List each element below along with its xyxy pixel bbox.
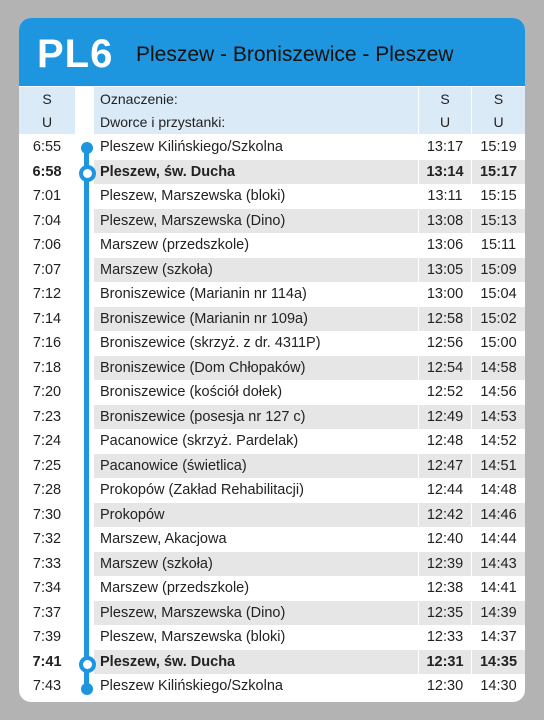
- return-time-1: 12:40: [426, 531, 464, 547]
- table-row: [19, 331, 525, 356]
- departure-time: 6:55: [32, 139, 62, 155]
- return-time-1: 13:14: [419, 160, 471, 185]
- table-row: [19, 209, 525, 234]
- return-time-2: 15:09: [472, 258, 525, 283]
- departure-time: 7:06: [32, 237, 62, 253]
- departure-time: 7:20: [32, 384, 62, 400]
- stop-name: Broniszewice (posesja nr 127 c): [94, 405, 418, 430]
- return-time-1: 12:56: [426, 335, 464, 351]
- departure-time: 7:04: [32, 212, 62, 229]
- route-stop-marker: [79, 656, 96, 673]
- column-header-line: U: [41, 114, 53, 130]
- return-time-1: 12:44: [426, 482, 464, 498]
- table-row: [19, 674, 525, 699]
- route-name: Pleszew - Broniszewice - Pleszew: [136, 43, 454, 66]
- timetable-card: [19, 18, 525, 702]
- column-header-line: U: [493, 114, 504, 130]
- return-time-2: 14:41: [480, 580, 517, 596]
- departure-time: 7:14: [32, 310, 62, 327]
- stop-name: Pleszew Kilińskiego/Szkolna: [100, 139, 283, 155]
- return-time-1: 12:47: [419, 454, 471, 479]
- return-time-2: 14:37: [480, 629, 517, 645]
- departure-time: 7:37: [32, 604, 62, 621]
- table-row: [19, 429, 525, 454]
- table-row: [19, 282, 525, 307]
- return-time-2: 15:11: [480, 237, 517, 253]
- table-row: [19, 454, 525, 479]
- return-time-1: 12:54: [419, 356, 471, 381]
- return-time-1: 13:06: [426, 237, 464, 253]
- departure-time: 7:32: [32, 531, 62, 547]
- table-row: [19, 405, 525, 430]
- return-time-2: 15:15: [480, 188, 517, 204]
- stop-name: Broniszewice (Marianin nr 114a): [100, 286, 307, 302]
- column-header-line: S: [440, 91, 450, 107]
- departure-time: 7:23: [32, 408, 62, 425]
- departure-time: 7:24: [32, 433, 62, 449]
- return-time-1: 12:49: [419, 405, 471, 430]
- return-time-2: 15:02: [472, 307, 525, 332]
- stop-name: Pleszew, Marszewska (Dino): [94, 209, 418, 234]
- departure-time: 7:07: [32, 261, 62, 278]
- return-time-1: 12:33: [426, 629, 464, 645]
- stop-name: Broniszewice (skrzyż. z dr. 4311P): [100, 335, 321, 351]
- return-time-2: 15:00: [480, 335, 517, 351]
- return-time-1: 12:48: [426, 433, 464, 449]
- return-time-1: 12:42: [419, 503, 471, 528]
- route-line: [84, 144, 89, 690]
- stop-name: Marszew (szkoła): [94, 552, 418, 577]
- stop-name: Prokopów (Zakład Rehabilitacji): [100, 482, 304, 498]
- table-row: [19, 356, 525, 381]
- departure-time: 7:34: [32, 580, 62, 596]
- return-time-2: 15:13: [472, 209, 525, 234]
- timetable-rows: [19, 135, 525, 699]
- stop-name: Pleszew Kilińskiego/Szkolna: [100, 678, 283, 694]
- return-time-1: 13:05: [419, 258, 471, 283]
- return-time-2: 14:58: [472, 356, 525, 381]
- departure-time: 7:39: [32, 629, 62, 645]
- table-row: [19, 552, 525, 577]
- return-time-2: 14:35: [472, 650, 525, 675]
- return-time-2: 14:53: [472, 405, 525, 430]
- return-time-2: 15:19: [480, 139, 517, 155]
- stop-name: Broniszewice (kościół dołek): [100, 384, 283, 400]
- table-row: [19, 478, 525, 503]
- stop-name: Pleszew, Marszewska (bloki): [100, 629, 286, 645]
- stop-name: Pleszew, św. Ducha: [94, 650, 418, 675]
- column-header-return-2: [472, 87, 525, 134]
- stop-name: Marszew (przedszkole): [100, 580, 250, 596]
- table-row: [19, 527, 525, 552]
- return-time-2: 14:43: [472, 552, 525, 577]
- table-row: [19, 380, 525, 405]
- stop-name: Pacanowice (świetlica): [94, 454, 418, 479]
- return-time-2: 14:56: [480, 384, 517, 400]
- route-start-dot: [81, 142, 93, 154]
- return-time-2: 14:51: [472, 454, 525, 479]
- column-header-line: Dworce i przystanki:: [100, 114, 226, 130]
- return-time-2: 14:48: [480, 482, 517, 498]
- table-row: [19, 576, 525, 601]
- return-time-2: 14:44: [480, 531, 517, 547]
- column-header-return-1: [419, 87, 471, 134]
- departure-time: 7:12: [32, 286, 62, 302]
- departure-time: 7:16: [32, 335, 62, 351]
- table-row: [19, 258, 525, 283]
- stop-name: Pacanowice (skrzyż. Pardelak): [100, 433, 299, 449]
- column-header-line: Oznaczenie:: [100, 91, 178, 107]
- departure-time: 7:18: [32, 359, 62, 376]
- route-stop-marker: [79, 165, 96, 182]
- return-time-1: 12:30: [426, 678, 464, 694]
- stop-name: Pleszew, Marszewska (bloki): [100, 188, 286, 204]
- return-time-1: 13:11: [427, 188, 463, 204]
- table-row: [19, 601, 525, 626]
- table-row: [19, 184, 525, 209]
- return-time-1: 12:31: [419, 650, 471, 675]
- return-time-1: 12:38: [426, 580, 464, 596]
- table-row: [19, 503, 525, 528]
- return-time-1: 13:17: [426, 139, 464, 155]
- stop-name: Broniszewice (Marianin nr 109a): [94, 307, 418, 332]
- stop-name: Broniszewice (Dom Chłopaków): [94, 356, 418, 381]
- departure-time: 7:41: [32, 653, 62, 670]
- departure-time: 7:43: [32, 678, 62, 694]
- route-end-dot: [81, 683, 93, 695]
- departure-time: 7:25: [32, 457, 62, 474]
- return-time-2: 14:46: [472, 503, 525, 528]
- return-time-1: 12:58: [419, 307, 471, 332]
- stop-name: Pleszew, Marszewska (Dino): [94, 601, 418, 626]
- table-row: [19, 233, 525, 258]
- column-header-line: S: [493, 91, 504, 107]
- table-row: [19, 625, 525, 650]
- return-time-2: 14:30: [480, 678, 517, 694]
- stop-name: Prokopów: [94, 503, 418, 528]
- table-row: [19, 307, 525, 332]
- stop-name: Marszew (przedszkole): [100, 237, 250, 253]
- departure-time: 6:58: [32, 163, 62, 180]
- return-time-2: 15:17: [472, 160, 525, 185]
- return-time-2: 14:52: [480, 433, 517, 449]
- departure-time: 7:33: [32, 555, 62, 572]
- return-time-1: 12:52: [426, 384, 464, 400]
- column-header-line: S: [42, 91, 52, 107]
- departure-time: 7:01: [32, 188, 62, 204]
- table-row: [19, 135, 525, 160]
- stop-name: Pleszew, św. Ducha: [94, 160, 418, 185]
- departure-time: 7:30: [32, 506, 62, 523]
- return-time-2: 15:04: [480, 286, 517, 302]
- route-header: [19, 18, 525, 86]
- stop-name: Marszew, Akacjowa: [100, 531, 227, 547]
- column-header-departure: [19, 87, 75, 134]
- return-time-1: 12:35: [419, 601, 471, 626]
- return-time-1: 13:00: [426, 286, 464, 302]
- return-time-1: 12:39: [419, 552, 471, 577]
- departure-time: 7:28: [32, 482, 62, 498]
- column-header-stops: [94, 87, 418, 134]
- return-time-2: 14:39: [472, 601, 525, 626]
- route-code: PL6: [37, 32, 114, 76]
- stop-name: Marszew (szkoła): [94, 258, 418, 283]
- column-header-line: U: [439, 114, 451, 130]
- return-time-1: 13:08: [419, 209, 471, 234]
